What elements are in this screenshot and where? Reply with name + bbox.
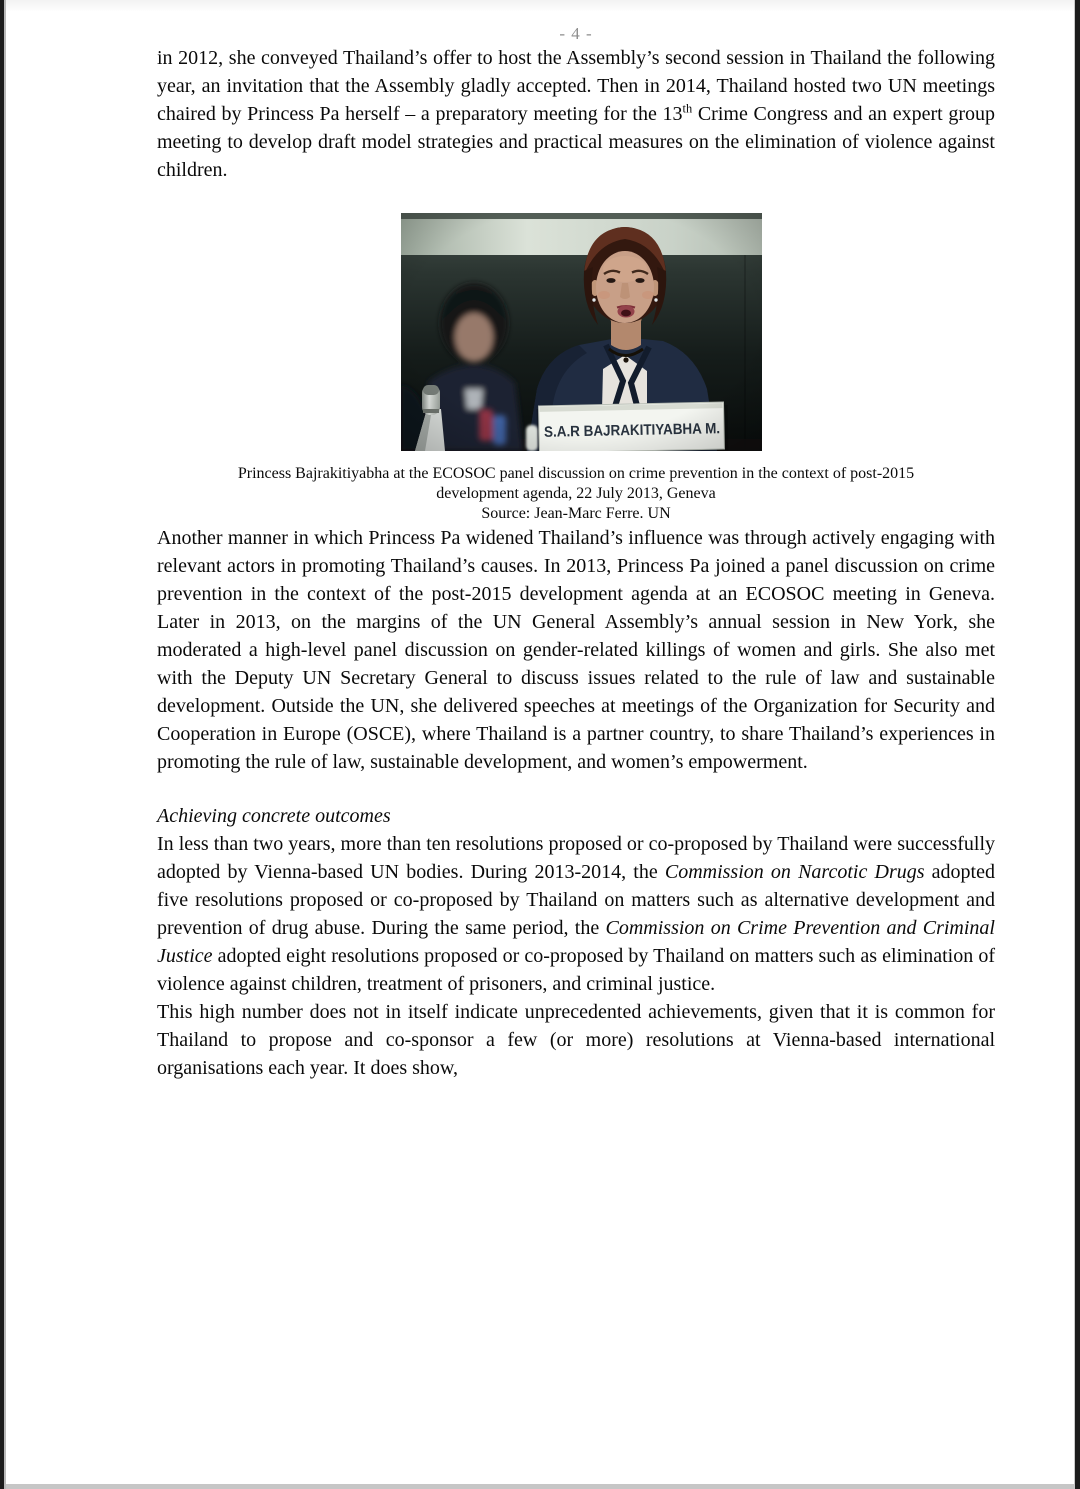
- paragraph-text: in 2012, she conveyed Thailand’s offer to host the Assembly’s second session in Thailand the following year, an invitation that the Assembly gladly accepted. Then in 2014, Thailand hosted two UN meetings chaired by Princess Pa herself – a preparatory meeting for the 13: [157, 47, 995, 125]
- paragraph-text: Crime Congress and an expert group meeting to develop draft model strategies and practical measures on the elimination of violence against children.: [157, 103, 995, 181]
- paragraph-text: adopted eight resolutions proposed or co-proposed by Thailand on matters such as elimination of violence against children, treatment of prisoners, and criminal justice.: [157, 945, 995, 995]
- paragraph-engagement: Another manner in which Princess Pa widened Thailand’s influence was through actively engaging with relevant actors in promoting Thailand’s causes. In 2013, Princess Pa joined a panel discussion on crime prevention in the context of the post-2015 development agenda at an ECOSOC meeting in Geneva. Later in 2013, on the margins of the UN General Assembly’s annual session in New York, she moderated a high-level panel discussion on gender-related killings of women and girls. She also met with the Deputy UN Secretary General to discuss issues related to the rule of law and sustainable development. Outside the UN, she delivered speeches at meetings of the Organization for Security and Cooperation in Europe (OSCE), where Thailand is a partner country, to share Thailand’s experiences in promoting the rule of law, sustainable development, and women’s empowerment.: [157, 527, 995, 773]
- caption-line: development agenda, 22 July 2013, Geneva: [436, 485, 716, 502]
- paragraph-text: adopted five resolutions proposed or co-proposed by Thailand on matters such as alternative development and prevention of drug abuse. During the same period, the: [157, 861, 995, 939]
- section-heading: Achieving concrete outcomes: [157, 805, 391, 827]
- conference-photo-illustration: [401, 213, 762, 451]
- ordinal-superscript: th: [682, 101, 693, 116]
- paragraph-resolutions: [157, 830, 995, 998]
- page-number: - 4 -: [559, 24, 593, 43]
- paragraph-assessment: This high number does not in itself indicate unprecedented achievements, given that it is common for Thailand to propose and co-sponsor a few (or more) resolutions at Vienna-based international organisations each year. It does show,: [157, 1001, 995, 1079]
- caption-line: Princess Bajrakitiyabha at the ECOSOC panel discussion on crime prevention in the context of post-2015: [237, 465, 915, 482]
- commission-crime-prevention-italic: Commission on Crime Prevention and Criminal Justice: [157, 917, 995, 967]
- photo-vignette: [401, 213, 762, 451]
- paragraph-intro: [157, 44, 995, 184]
- page-edge-left-shadow: [4, 0, 6, 1489]
- page-edge-right: [1075, 0, 1080, 1489]
- caption-line: Source: Jean-Marc Ferre. UN: [481, 505, 671, 522]
- figure-photo: [401, 213, 762, 451]
- commission-narcotic-drugs-italic: Commission on Narcotic Drugs: [664, 861, 925, 883]
- figure-caption: [157, 464, 995, 524]
- document-body: [157, 0, 995, 1082]
- page-edge-bottom: [6, 1484, 1074, 1489]
- paragraph-text: In less than two years, more than ten resolutions proposed or co-proposed by Thailand were successfully adopted by Vienna-based UN bodies. During 2013-2014, the: [157, 833, 995, 883]
